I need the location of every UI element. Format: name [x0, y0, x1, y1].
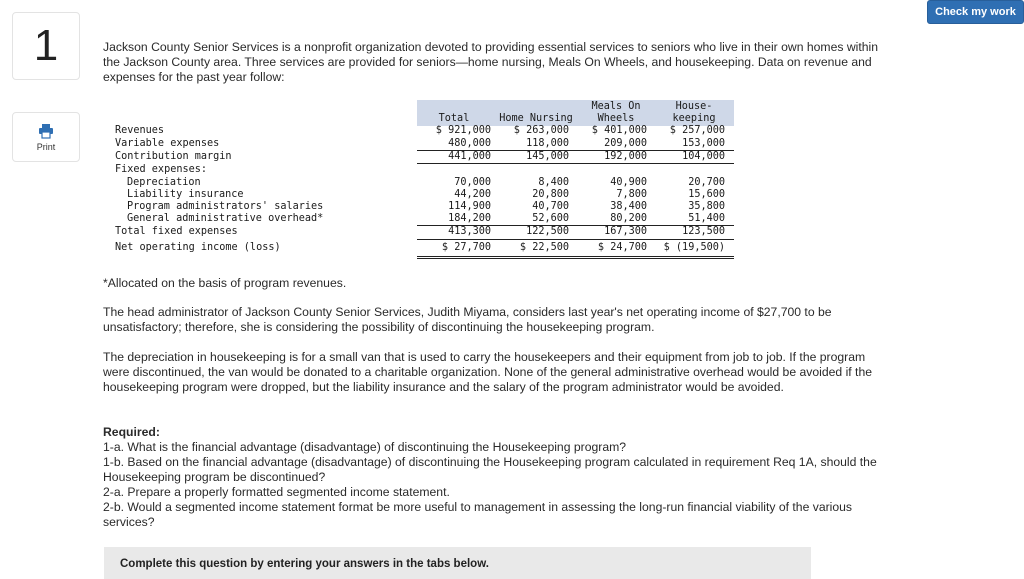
printer-icon	[38, 123, 54, 139]
cell-nursing: $ 263,000	[513, 125, 569, 136]
paragraph-depreciation: The depreciation in housekeeping is for a small van that is used to carry the housekeepers and their equipment from job to job. If the program were discontinued, the van would be donated to a charitable organization. None of the general administrative overhead would be avoided if the housekeeping program were dropped, but the liability insurance and the salary of the program administrator would be avoided.	[103, 350, 872, 394]
row-label: Fixed expenses:	[115, 164, 208, 175]
requirement-item: 1-a. What is the financial advantage (disadvantage) of discontinuing the Housekeeping program?	[103, 440, 627, 454]
row-label: Variable expenses	[115, 138, 220, 149]
header-meals-line1: Meals On	[591, 101, 641, 112]
cell-nursing: 8,400	[538, 177, 569, 188]
cell-meals: 80,200	[610, 213, 647, 224]
cell-total: 114,900	[448, 201, 491, 212]
table-row	[103, 164, 734, 177]
header-total: Total	[438, 113, 470, 124]
cell-meals: $ 24,700	[597, 242, 647, 253]
required-title: Required:	[103, 425, 160, 439]
total-double-rule	[417, 256, 734, 259]
print-button[interactable]	[12, 112, 80, 162]
print-label: Print	[36, 141, 56, 152]
header-home-nursing: Home Nursing	[499, 113, 573, 124]
cell-nursing: 145,000	[526, 151, 569, 162]
header-housekeeping-line1: House-	[675, 101, 713, 112]
row-label: Depreciation	[127, 177, 201, 188]
table-row	[103, 226, 734, 239]
financial-table	[103, 100, 734, 260]
header-housekeeping-line2: keeping	[672, 113, 716, 124]
instruction-bar	[104, 547, 811, 579]
cell-nursing: 52,600	[532, 213, 569, 224]
cell-nursing: $ 22,500	[519, 242, 569, 253]
cell-housekeeping: 15,600	[688, 189, 725, 200]
cell-housekeeping: 20,700	[688, 177, 725, 188]
cell-total: $ 921,000	[435, 125, 491, 136]
question-number: 1	[12, 12, 80, 80]
required-section	[103, 425, 893, 530]
cell-housekeeping: 51,400	[688, 213, 725, 224]
requirement-item: 1-b. Based on the financial advantage (disadvantage) of discontinuing the Housekeeping program calculated in requirement Req 1A, should the Housekeeping program be discontinued?	[103, 455, 877, 484]
intro-paragraph: Jackson County Senior Services is a nonprofit organization devoted to providing essential services to seniors who live in their own homes within the Jackson County area. Three services are provided for seniors—home nursing, Meals On Wheels, and housekeeping. Data on revenue and expenses for the past year follow:	[103, 40, 878, 84]
subtotal-rule	[417, 239, 734, 240]
requirement-item: 2-a. Prepare a properly formatted segmented income statement.	[103, 485, 450, 499]
cell-housekeeping: 153,000	[682, 138, 725, 149]
table-row	[103, 242, 734, 255]
requirement-item: 2-b. Would a segmented income statement format be more useful to management in assessing the long-run financial viability of the various services?	[103, 500, 853, 529]
cell-total: 413,300	[448, 226, 491, 237]
cell-total: 184,200	[448, 213, 491, 224]
cell-housekeeping: $ 257,000	[669, 125, 725, 136]
cell-total: $ 27,700	[441, 242, 491, 253]
cell-nursing: 20,800	[532, 189, 569, 200]
header-meals-line2: Wheels	[597, 113, 635, 124]
cell-meals: 209,000	[604, 138, 647, 149]
cell-meals: $ 401,000	[591, 125, 647, 136]
row-label: Total fixed expenses	[115, 226, 238, 237]
cell-meals: 7,800	[616, 189, 647, 200]
row-label: General administrative overhead*	[127, 213, 324, 224]
cell-meals: 40,900	[610, 177, 647, 188]
cell-nursing: 118,000	[526, 138, 569, 149]
row-label: Program administrators' salaries	[127, 201, 324, 212]
cell-total: 70,000	[454, 177, 491, 188]
instruction-text: Complete this question by entering your answers in the tabs below.	[120, 558, 489, 570]
cell-total: 441,000	[448, 151, 491, 162]
cell-housekeeping: 123,500	[682, 226, 725, 237]
row-label: Revenues	[115, 125, 165, 136]
cell-meals: 192,000	[604, 151, 647, 162]
cell-meals: 38,400	[610, 201, 647, 212]
cell-housekeeping: 104,000	[682, 151, 725, 162]
row-label: Net operating income (loss)	[115, 242, 281, 253]
paragraph-administrator: The head administrator of Jackson County Senior Services, Judith Miyama, considers last year's net operating income of $27,700 to be unsatisfactory; therefore, she is considering the possibility of discontinuing the housekeeping program.	[103, 305, 832, 334]
cell-total: 44,200	[454, 189, 491, 200]
check-my-work-button[interactable]: Check my work	[927, 0, 1024, 24]
row-label: Contribution margin	[115, 151, 232, 162]
cell-meals: 167,300	[604, 226, 647, 237]
table-row	[103, 125, 734, 138]
cell-housekeeping: 35,800	[688, 201, 725, 212]
cell-nursing: 40,700	[532, 201, 569, 212]
cell-nursing: 122,500	[526, 226, 569, 237]
cell-total: 480,000	[448, 138, 491, 149]
row-label: Liability insurance	[127, 189, 244, 200]
cell-housekeeping: $ (19,500)	[663, 242, 725, 253]
footnote: *Allocated on the basis of program revenues.	[103, 276, 347, 290]
